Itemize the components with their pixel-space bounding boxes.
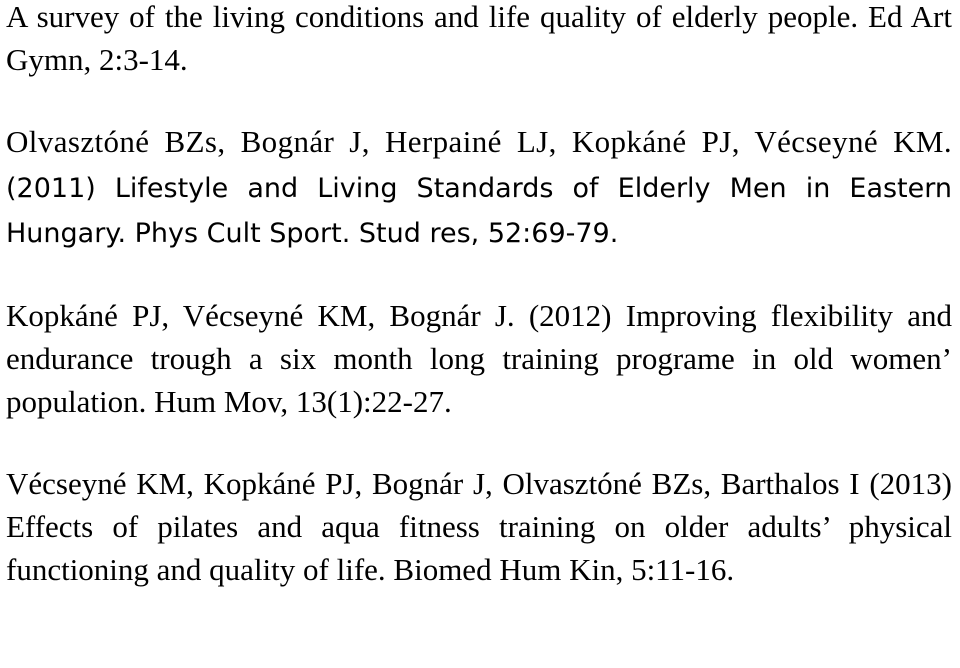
reference-entry-2 <box>6 120 952 255</box>
reference-entry-4 <box>6 462 952 591</box>
reference-text-1: A survey of the living conditions and life quality of elderly people. Ed Art Gymn, 2:3-14. <box>6 0 952 77</box>
reference-authors-2: Olvasztóné BZs, Bognár J, Herpainé LJ, Kopkáné PJ, Vécseyné KM. <box>6 124 952 159</box>
reference-details-2: (2011) Lifestyle and Living Standards of Elderly Men in Eastern Hungary. Phys Cult Sport. Stud res, 52:69-79. <box>6 173 952 249</box>
reference-entry-3 <box>6 294 952 423</box>
reference-entry-1 <box>6 0 952 81</box>
reference-list <box>6 0 952 591</box>
reference-text-3: Kopkáné PJ, Vécseyné KM, Bognár J. (2012) Improving flexibility and endurance trough a six month long training programe in old women’ population. Hum Mov, 13(1):22-27. <box>6 298 952 419</box>
reference-text-4: Vécseyné KM, Kopkáné PJ, Bognár J, Olvasztóné BZs, Barthalos I (2013) Effects of pilates and aqua fitness training on older adults’ physical functioning and quality of life. Biomed Hum Kin, 5:11-16. <box>6 466 952 587</box>
